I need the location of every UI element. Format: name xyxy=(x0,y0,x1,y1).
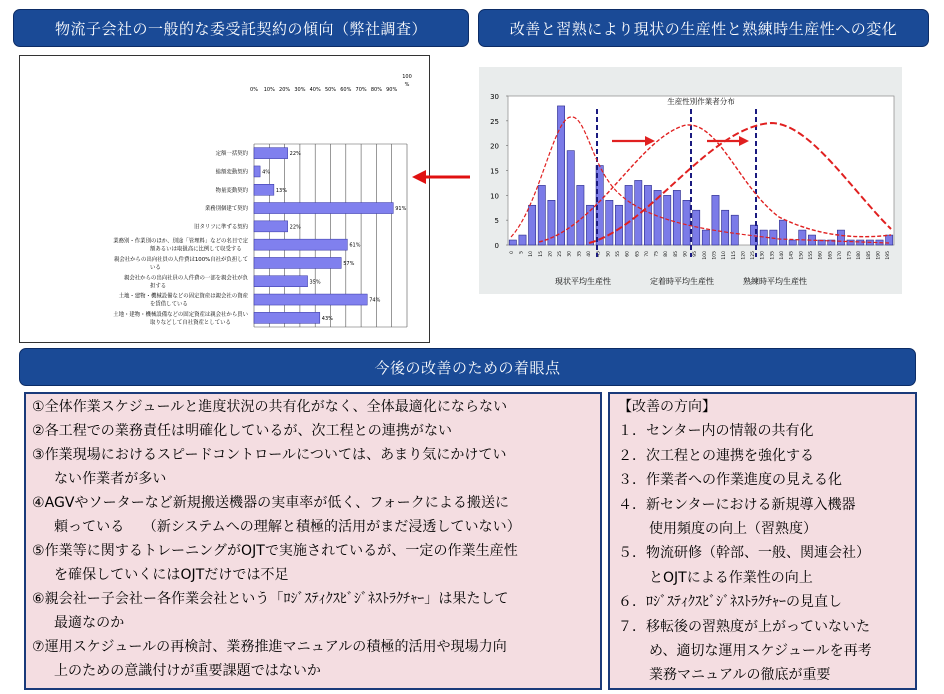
contract-category-label: 額あるいは取扱高に比例して収受する xyxy=(150,246,242,253)
prod-y-tick-label: 25 xyxy=(490,117,499,126)
prod-x-tick-label: 110 xyxy=(722,251,728,260)
contract-value-label: 74% xyxy=(369,297,381,304)
prod-bar xyxy=(789,240,796,245)
contract-category-label: 土地・建物・機械設備などの固定資産は親会社の資産 xyxy=(118,293,248,300)
contract-category-label: 業務別個建て契約 xyxy=(204,206,248,213)
contract-tick-label: 100 xyxy=(402,74,412,80)
prod-plot-area xyxy=(508,96,894,245)
prod-x-tick-label: 170 xyxy=(837,251,843,260)
direction-line: １．センター内の情報の共有化 xyxy=(618,423,814,440)
contract-tick-label: 10% xyxy=(263,87,275,93)
prod-bar xyxy=(529,205,536,245)
prod-bar xyxy=(577,185,584,245)
prod-marker-label: 定着時平均生産性 xyxy=(650,277,714,286)
issue-line: 頼っている （新システムへの理解と積極的活用がまだ浸透していない） xyxy=(54,519,521,535)
prod-x-tick-label: 125 xyxy=(751,251,757,260)
direction-line: ３．作業者への作業進度の見える化 xyxy=(618,472,842,489)
contract-bar xyxy=(254,184,274,195)
contract-value-label: 22% xyxy=(289,151,301,158)
contract-category-label: 取りなどして自社資産としている xyxy=(150,319,231,326)
prod-y-tick-label: 20 xyxy=(490,142,499,151)
prod-x-tick-label: 145 xyxy=(789,251,795,260)
prod-bar xyxy=(799,230,806,245)
prod-x-tick-label: 155 xyxy=(808,251,814,260)
direction-line: ７．移転後の習熟度が上がっていないた xyxy=(618,618,870,635)
prod-marker-label: 現状平均生産性 xyxy=(555,277,611,286)
prod-bar xyxy=(509,240,516,245)
contract-bar xyxy=(254,312,320,323)
header-productivity-change-text: 改善と習熟により現状の生産性と熟練時生産性への変化 xyxy=(509,19,898,38)
prod-x-tick-label: 65 xyxy=(635,251,641,257)
prod-x-tick-label: 95 xyxy=(693,251,699,257)
contract-category-label: 旧タリフに準ずる契約 xyxy=(194,224,248,231)
contract-category-label: 担する xyxy=(150,283,167,290)
prod-x-tick-label: 150 xyxy=(799,251,805,260)
prod-x-tick-label: 175 xyxy=(847,251,853,260)
prod-bar xyxy=(673,190,680,245)
prod-x-tick-label: 75 xyxy=(654,251,660,257)
issue-line: 上のための意識付けが重要課題ではないか xyxy=(54,663,321,679)
contract-category-label: 土地・建物・機械設備などの固定資産は親会社から買い xyxy=(113,311,248,318)
prod-bar xyxy=(779,220,786,245)
direction-line: ２．次工程との連携を強化する xyxy=(618,447,814,464)
contract-value-label: 43% xyxy=(321,315,333,322)
prod-bar xyxy=(644,185,651,245)
contract-tick-label: 40% xyxy=(309,87,321,93)
prod-x-tick-label: 15 xyxy=(538,251,544,257)
improvement-direction-list xyxy=(608,392,917,690)
prod-x-tick-label: 80 xyxy=(664,251,670,257)
prod-x-tick-label: 85 xyxy=(673,251,679,257)
direction-line: め、適切な運用スケジュールを再考 xyxy=(649,643,872,660)
contract-bar xyxy=(254,257,341,268)
prod-x-tick-label: 130 xyxy=(760,251,766,260)
prod-x-tick-label: 35 xyxy=(577,251,583,257)
issue-line: ④AGVやソーターなど新規搬送機器の実車率が低く、フォークによる搬送に xyxy=(32,495,510,511)
contract-tick-label: 70% xyxy=(355,87,367,93)
prod-bar xyxy=(731,215,738,245)
header-improvement-focus-text: 今後の改善のための着眼点 xyxy=(374,358,561,377)
prod-x-tick-label: 70 xyxy=(644,251,650,257)
contract-tick-label: 30% xyxy=(294,87,306,93)
prod-marker-label: 熟練時平均生産性 xyxy=(743,277,807,286)
contract-value-label: 22% xyxy=(289,224,301,231)
contract-bar xyxy=(254,148,288,159)
direction-line: 業務マニュアルの徹底が重要 xyxy=(649,667,831,684)
prod-x-tick-label: 55 xyxy=(615,251,621,257)
prod-x-tick-label: 160 xyxy=(818,251,824,260)
prod-x-tick-label: 100 xyxy=(702,251,708,260)
contract-value-label: 91% xyxy=(395,206,407,213)
prod-y-tick-label: 30 xyxy=(490,93,499,101)
pointer-arrow-icon xyxy=(410,168,472,186)
direction-line: ５．物流研修（幹部、一般、関連会社） xyxy=(618,545,870,562)
prod-bar xyxy=(837,230,844,245)
contract-tick-label: 20% xyxy=(279,87,291,93)
prod-bar xyxy=(770,230,777,245)
prod-x-tick-label: 45 xyxy=(596,251,602,257)
prod-x-tick-label: 190 xyxy=(876,251,882,260)
prod-x-tick-label: 50 xyxy=(606,251,612,257)
contract-category-label: を賃借している xyxy=(150,301,188,308)
prod-bar xyxy=(664,195,671,245)
prod-bar xyxy=(693,210,700,245)
contract-bar xyxy=(254,276,308,287)
prod-bar xyxy=(567,151,574,245)
issue-line: を確保していくにはOJTだけでは不足 xyxy=(54,567,289,583)
contract-value-label: 13% xyxy=(275,187,288,194)
prod-x-tick-label: 25 xyxy=(558,251,564,257)
prod-y-tick-label: 15 xyxy=(490,167,499,176)
productivity-distribution-svg xyxy=(479,67,902,294)
prod-y-tick-label: 0 xyxy=(494,242,499,250)
contract-category-label: 総額変動契約 xyxy=(215,169,248,176)
issue-line: ③作業現場におけるスピードコントロールについては、あまり気にかけてい xyxy=(32,447,507,463)
prod-x-tick-label: 0 xyxy=(509,251,515,254)
prod-bar xyxy=(722,210,729,245)
contract-bar xyxy=(254,239,347,250)
header-productivity-change xyxy=(478,9,929,47)
contract-value-label: 35% xyxy=(309,279,321,286)
contract-trend-svg xyxy=(20,56,431,344)
contract-bar xyxy=(254,294,367,305)
contract-value-label: 4% xyxy=(262,169,271,176)
productivity-distribution-chart xyxy=(479,67,902,294)
prod-chart-title: 生産性別作業者分布 xyxy=(667,97,735,106)
prod-x-tick-label: 165 xyxy=(828,251,834,260)
direction-line: ４．新センターにおける新規導入機器 xyxy=(618,496,856,513)
issue-line: ⑤作業等に関するトレーニングがOJTで実施されているが、一定の作業生産性 xyxy=(32,543,518,559)
prod-x-tick-label: 90 xyxy=(683,251,689,257)
prod-y-tick-label: 10 xyxy=(490,192,499,201)
prod-x-tick-label: 180 xyxy=(857,251,863,260)
contract-tick-label: 90% xyxy=(386,87,398,93)
direction-line: 使用頻度の向上（習熟度） xyxy=(649,521,817,538)
prod-bar xyxy=(606,200,613,245)
contract-category-label: 定額一括契約 xyxy=(215,151,248,158)
prod-x-tick-label: 30 xyxy=(567,251,573,257)
contract-category-label: 物量変動契約 xyxy=(215,187,248,194)
contract-category-label: 業務別・作業別のほか、別途「管理料」などの名目で定 xyxy=(113,238,248,245)
prod-x-tick-label: 10 xyxy=(529,251,535,257)
prod-x-tick-label: 185 xyxy=(866,251,872,260)
prod-x-tick-label: 135 xyxy=(770,251,776,260)
contract-tick-label: % xyxy=(404,82,410,88)
contract-value-label: 61% xyxy=(349,242,361,249)
contract-bar xyxy=(254,203,393,214)
contract-category-label: 親会社からの出向社員の人件費は100%自社が負担して xyxy=(113,256,248,263)
prod-x-tick-label: 40 xyxy=(587,251,593,257)
issue-line: ない作業者が多い xyxy=(54,471,167,487)
prod-x-tick-label: 60 xyxy=(625,251,631,257)
prod-x-tick-label: 115 xyxy=(731,251,737,260)
prod-x-tick-label: 120 xyxy=(741,251,747,260)
prod-bar xyxy=(702,230,709,245)
header-improvement-focus xyxy=(19,348,916,386)
prod-bar xyxy=(519,235,526,245)
issue-line: ⑥親会社ー子会社ー各作業会社という「ﾛｼﾞｽﾃｨｸｽﾋﾞｼﾞﾈｽﾄﾗｸﾁｬｰ」は果たして xyxy=(32,591,509,607)
prod-bar xyxy=(683,200,690,245)
contract-bar xyxy=(254,221,288,232)
contract-tick-label: 50% xyxy=(324,87,337,93)
contract-tick-label: 80% xyxy=(370,87,382,93)
contract-tick-label: 0% xyxy=(250,87,258,93)
direction-line: 【改善の方向】 xyxy=(618,399,716,415)
header-contract-trend-text: 物流子会社の一般的な委受託契約の傾向（弊社調査） xyxy=(54,19,427,38)
contract-value-label: 57% xyxy=(343,260,355,267)
issue-line: ②各工程での業務責任は明確化しているが、次工程との連携がない xyxy=(32,423,453,439)
prod-x-tick-label: 195 xyxy=(886,251,892,260)
prod-x-tick-label: 5 xyxy=(519,251,525,254)
prod-y-tick-label: 5 xyxy=(494,217,499,226)
header-contract-trend xyxy=(13,9,469,47)
contract-tick-label: 60% xyxy=(340,87,352,93)
issues-list xyxy=(24,392,602,690)
contract-trend-chart xyxy=(19,55,430,343)
prod-bar xyxy=(712,195,719,245)
contract-bar xyxy=(254,166,260,177)
prod-x-tick-label: 20 xyxy=(548,251,554,257)
prod-bar xyxy=(538,185,545,245)
prod-x-tick-label: 105 xyxy=(712,251,718,260)
prod-x-tick-label: 140 xyxy=(780,251,786,260)
issue-line: 最適なのか xyxy=(54,615,125,631)
issue-line: ⑦運用スケジュールの再検討、業務推進マニュアルの積極的活用や現場力向 xyxy=(32,639,507,655)
prod-bar xyxy=(625,185,632,245)
direction-line: ６．ﾛｼﾞｽﾃｨｸｽﾋﾞｼﾞﾈｽﾄﾗｸﾁｬｰの見直し xyxy=(618,594,842,611)
contract-category-label: 親会社からの出向社員の人件費の一部を親会社が負 xyxy=(124,275,248,282)
contract-category-label: いる xyxy=(150,264,161,271)
prod-bar xyxy=(615,205,622,245)
prod-bar xyxy=(847,240,854,245)
direction-line: とOJTによる作業性の向上 xyxy=(649,569,813,586)
issue-line: ①全体作業スケジュールと進度状況の共有化がなく、全体最適化にならない xyxy=(32,399,508,415)
